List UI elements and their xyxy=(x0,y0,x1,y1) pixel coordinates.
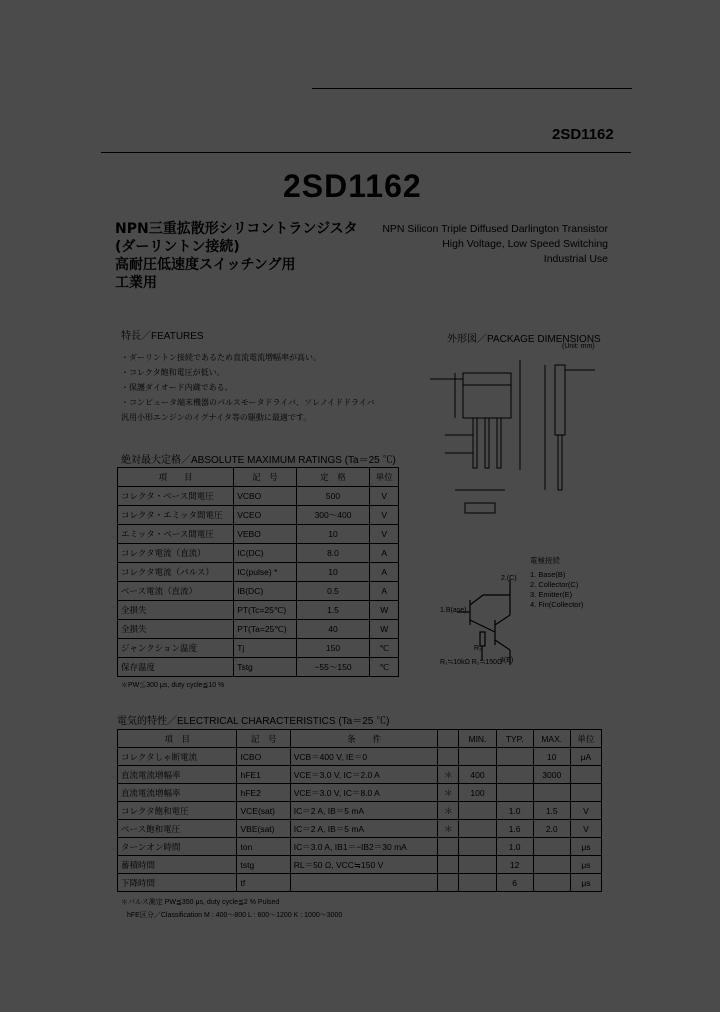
package-title: 外形図／PACKAGE DIMENSIONS xyxy=(447,334,601,345)
darlington-schematic xyxy=(435,570,535,670)
feature-item: ・ダーリントン接続であるため直流電流増幅率が高い。 xyxy=(121,353,321,362)
feature-item: ・コンピュータ端末機器のパルスモータドライバ、ソレノイドドライバ xyxy=(121,398,375,407)
schematic-label-emitter: 3(E) xyxy=(500,657,514,664)
abs-max-table: 項 目 記 号 定 格 単位 コレクタ・ベース間電圧 VCBO 500 V コレクタ・エミッタ間電圧 VCEO 300～400 V エミッタ・ベース間電圧 VEBO 10 V コレクタ電流（直流） IC(DC) 8.0 A コレクタ電流（パルス） IC(pulse) * 10 A ベース電流（直流） IB(DC) 0.5 A 全損失 PT(Tc=25℃) 1.5 W 全損失 PT(Ta=25℃) 40 W ジャンクション温度 Tj 150 ℃ 保存温度 Tstg −55～150 ℃ xyxy=(117,467,399,677)
header-part-number: 2SD1162 xyxy=(552,126,614,143)
package-outline-drawing xyxy=(425,355,615,525)
table-row: ターンオン時間 ton IC＝3.0 A, IB1＝−IB2＝30 mA 1.0 μs xyxy=(118,838,602,856)
table-row: 下降時間 tf 6 μs xyxy=(118,874,602,892)
features-list xyxy=(121,350,375,425)
schematic-label-collector: 2.(C) xyxy=(501,575,517,582)
table-row: 直流電流増幅率 hFE1 VCE＝3.0 V, IC＝2.0 A ＊ 400 3000 xyxy=(118,766,602,784)
page-title: 2SD1162 xyxy=(283,168,422,204)
elec-table: 項 目 記 号 条 件 MIN. TYP. MAX. 単位 コレクタしゃ断電流 ICBO VCB＝400 V, IE＝0 10 μA 直流電流増幅率 hFE1 VCE＝3.0 V, IC＝2.0 A ＊ 400 3000 直流電流増幅率 hFE2 VCE＝3.0 V, IC＝8.0 A ＊ 100 コレクタ飽和電圧 VCE(sat) IC＝2 A, IB＝5 mA ＊ 1.0 1.5 V ベース飽和電圧 VBE(sat) IC＝2 A, IB＝5 mA ＊ 1.6 2.0 V ターンオン時間 ton IC＝3.0 A, IB1＝−IB2＝30 mA 1.0 μs 蓄積時間 tstg RL＝50 Ω, VCC≒150 V 12 μs 下降時間 tf 6 μs xyxy=(117,729,602,892)
table-row: コレクタ・ベース間電圧 VCBO 500 V xyxy=(118,487,399,506)
pin-list: 電極接続 1. Base(B) 2. Collector(C) 3. Emitter(E) 4. Fin(Collector) xyxy=(530,556,584,609)
jp-description: NPN三重拡散形シリコントランジスタ (ダーリントン接続) 高耐圧低速度スイッチング用 工業用 xyxy=(115,221,358,291)
feature-item: ・コレクタ飽和電圧が低い。 xyxy=(121,368,225,377)
features-title: 特長／FEATURES xyxy=(121,331,204,342)
table-row: ベース飽和電圧 VBE(sat) IC＝2 A, IB＝5 mA ＊ 1.6 2.0 V xyxy=(118,820,602,838)
table-row: 保存温度 Tstg −55～150 ℃ xyxy=(118,658,399,677)
elec-note-2: hFE区分／Classification M : 400～800 L : 600～1200 K : 1000～3000 xyxy=(127,912,343,919)
table-row: ベース電流（直流） IB(DC) 0.5 A xyxy=(118,582,399,601)
schematic-r-values: R₁≒10kΩ R₂≒150Ω xyxy=(440,659,503,666)
package-unit: (Unit: mm) xyxy=(562,343,595,350)
en-description: NPN Silicon Triple Diffused Darlington Transistor High Voltage, Low Speed Switching Industrial Use xyxy=(382,223,608,265)
pin-item: 1. Base(B) xyxy=(530,570,566,579)
top-rule xyxy=(312,88,632,89)
abs-max-note: ＊PW≦300 μs, duty cycle≦10 % xyxy=(121,682,225,689)
table-row: エミッタ・ベース間電圧 VEBO 10 V xyxy=(118,525,399,544)
pin-item: 4. Fin(Collector) xyxy=(530,600,584,609)
header-rule xyxy=(101,152,631,153)
schematic-label-base: 1.B(ase) xyxy=(440,607,467,614)
pin-item: 3. Emitter(E) xyxy=(530,590,573,599)
table-row: 全損失 PT(Ta=25℃) 40 W xyxy=(118,620,399,639)
table-row: コレクタしゃ断電流 ICBO VCB＝400 V, IE＝0 10 μA xyxy=(118,748,602,766)
schematic-label-r1: R₁ xyxy=(474,645,482,652)
table-row: ジャンクション温度 Tj 150 ℃ xyxy=(118,639,399,658)
table-row: 蓄積時間 tstg RL＝50 Ω, VCC≒150 V 12 μs xyxy=(118,856,602,874)
table-row: コレクタ電流（パルス） IC(pulse) * 10 A xyxy=(118,563,399,582)
table-row: 直流電流増幅率 hFE2 VCE＝3.0 V, IC＝8.0 A ＊ 100 xyxy=(118,784,602,802)
feature-item: 汎用小形エンジンのイグナイタ等の駆動に最適です。 xyxy=(121,413,312,422)
elec-note-1: ＊パルス測定 PW≦350 μs, duty cycle≦2 % Pulsed xyxy=(121,899,280,906)
table-row: コレクタ電流（直流） IC(DC) 8.0 A xyxy=(118,544,399,563)
table-row: 全損失 PT(Tc=25℃) 1.5 W xyxy=(118,601,399,620)
table-row: コレクタ・エミッタ間電圧 VCEO 300～400 V xyxy=(118,506,399,525)
elec-title: 電気的特性／ELECTRICAL CHARACTERISTICS (Ta＝25 ℃) xyxy=(117,716,390,727)
abs-max-title: 絶対最大定格／ABSOLUTE MAXIMUM RATINGS (Ta＝25 ℃) xyxy=(121,455,396,466)
table-row: コレクタ飽和電圧 VCE(sat) IC＝2 A, IB＝5 mA ＊ 1.0 1.5 V xyxy=(118,802,602,820)
pin-item: 2. Collector(C) xyxy=(530,580,579,589)
feature-item: ・保護ダイオード内蔵である。 xyxy=(121,383,233,392)
